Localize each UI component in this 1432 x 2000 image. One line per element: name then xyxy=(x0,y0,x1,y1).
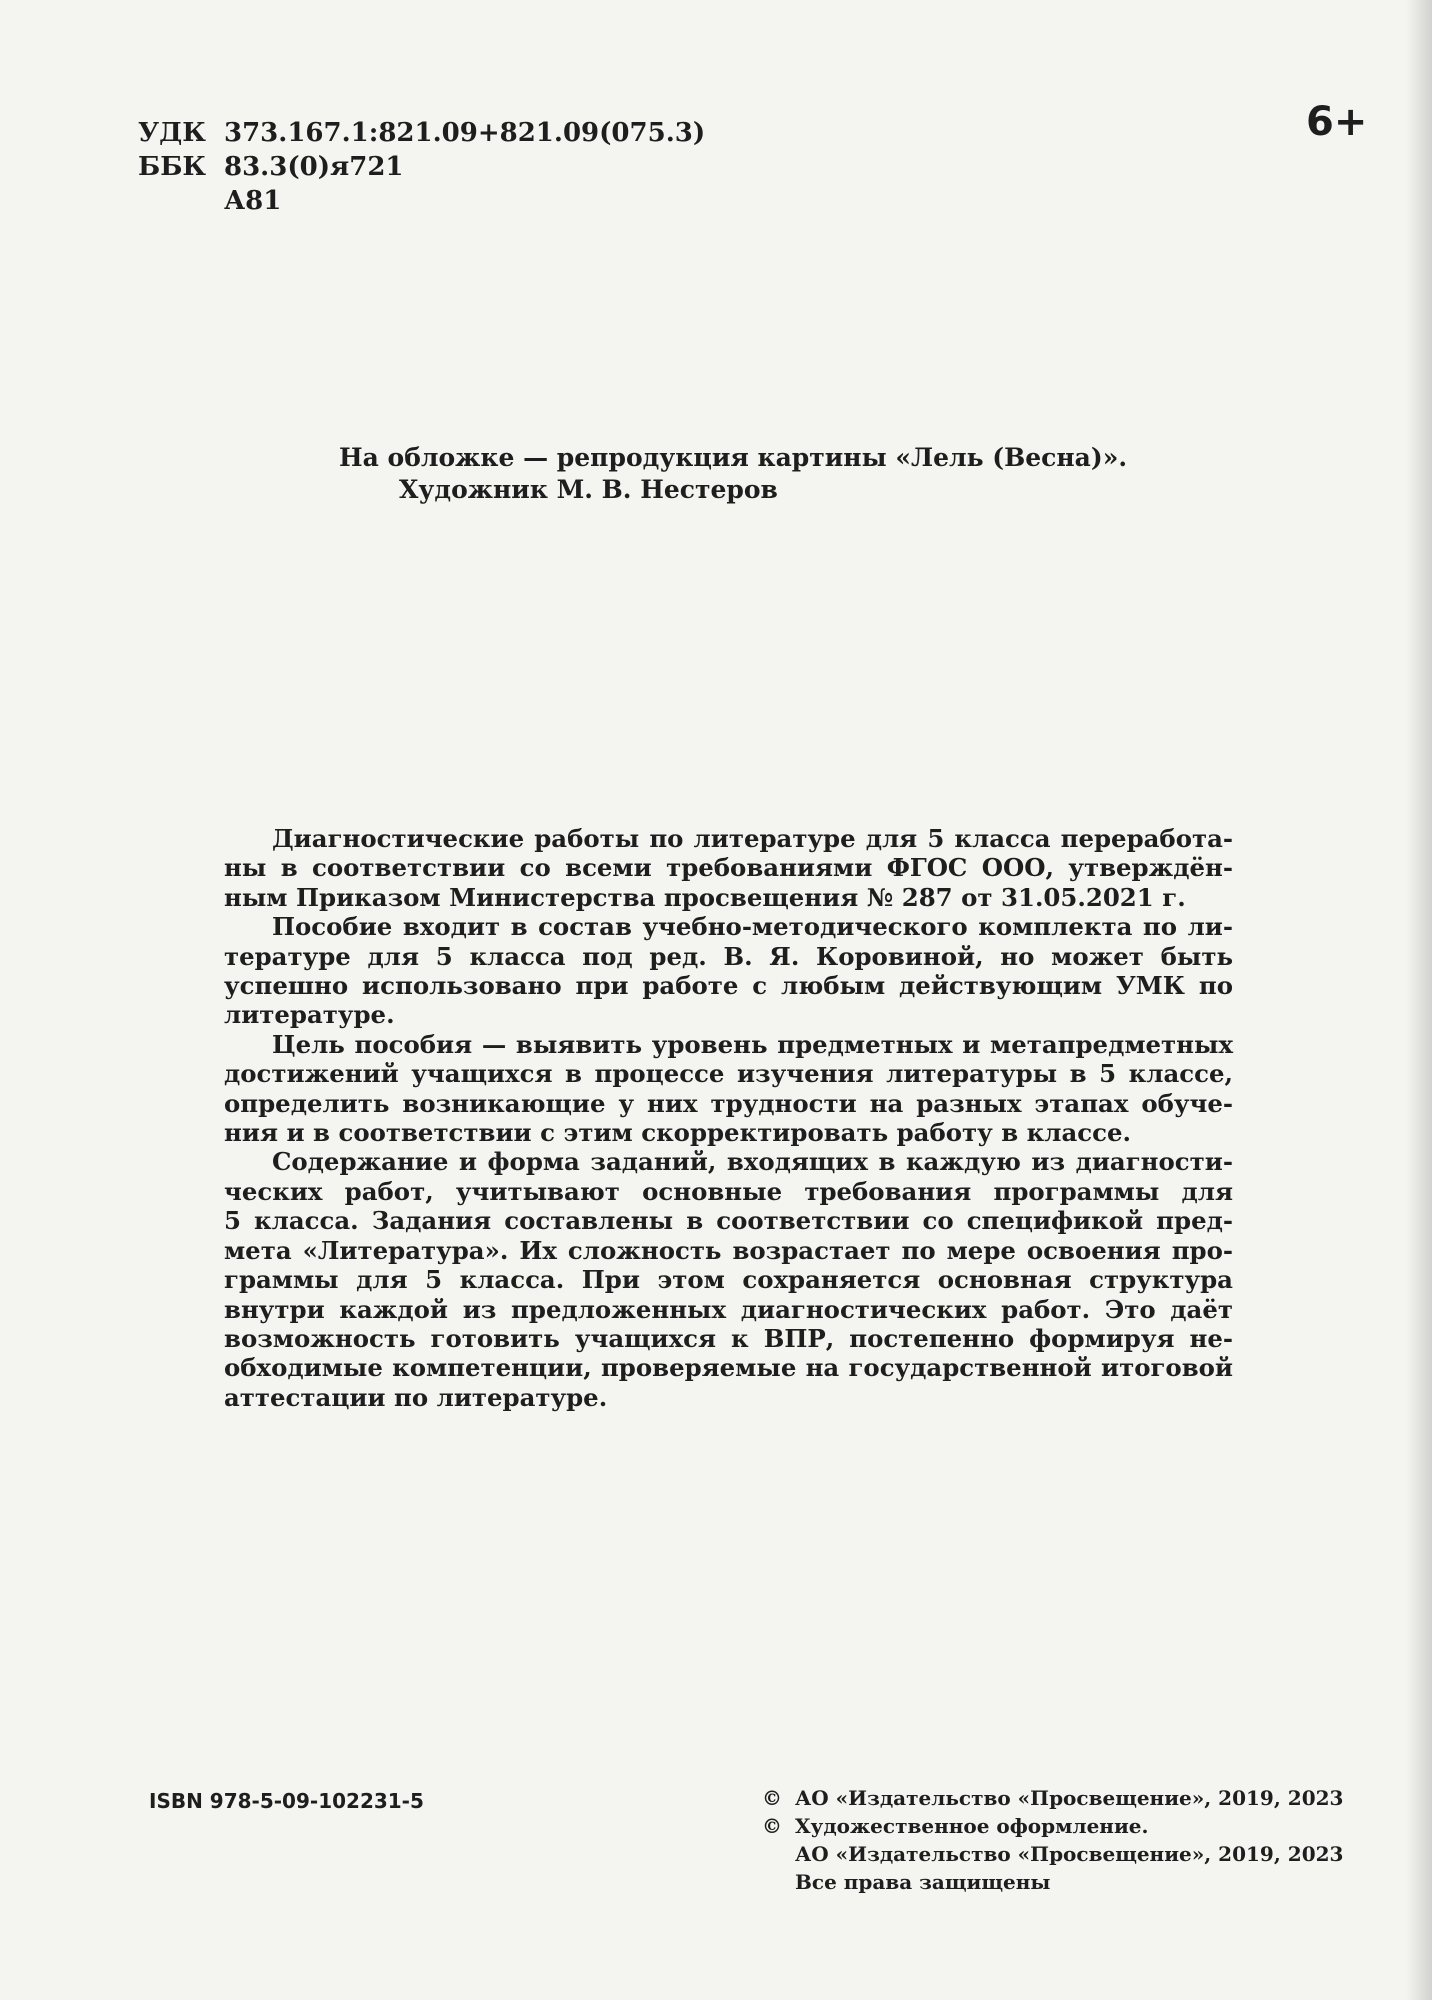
description-line: Содержание и форма заданий, входящих в каждую из диагности- xyxy=(272,1147,1233,1177)
description-line: литературе. xyxy=(224,1000,395,1030)
copyright-row xyxy=(762,1840,1343,1868)
copyright-sign: © xyxy=(762,1814,782,1838)
description-paragraph xyxy=(224,1030,1233,1148)
copyright-publisher: АО «Издательство «Просвещение», 2019, 2023 xyxy=(795,1786,1344,1810)
description-line: ческих работ, учитывают основные требования программы для xyxy=(224,1176,1233,1206)
description-line: аттестации по литературе. xyxy=(224,1382,608,1412)
description-line: Диагностические работы по литературе для 5 класса переработа- xyxy=(272,824,1233,853)
copyright-design-publisher: АО «Издательство «Просвещение», 2019, 2023 xyxy=(795,1842,1344,1866)
description-line: 5 класса. Задания составлены в соответствии со спецификой пред- xyxy=(224,1206,1233,1236)
copyright-sign: © xyxy=(762,1786,782,1810)
cover-note-line: На обложке — репродукция картины «Лель (Весна)». xyxy=(339,443,1128,472)
copyright-row xyxy=(762,1868,1343,1896)
description-line: Цель пособия — выявить уровень предметных и метапредметных xyxy=(272,1029,1233,1059)
author-mark-row xyxy=(138,184,705,218)
copyright-sign-spacer xyxy=(762,1840,795,1868)
description-line: граммы для 5 класса. При этом сохраняется основная структура xyxy=(224,1265,1233,1295)
description-line: внутри каждой из предложенных диагностических работ. Это даёт xyxy=(224,1294,1233,1324)
copyright-row xyxy=(762,1784,1343,1812)
age-rating-mark: 6+ xyxy=(1306,99,1368,145)
udk-value: 373.167.1:821.09+821.09(075.3) xyxy=(224,118,706,148)
description-line: мета «Литература». Их сложность возрастает по мере освоения про- xyxy=(224,1235,1233,1265)
bbk-label: ББК xyxy=(138,152,207,182)
copyright-design: Художественное оформление. xyxy=(795,1814,1149,1838)
description-line: обходимые компетенции, проверяемые на государственной итоговой xyxy=(224,1353,1233,1383)
udk-label: УДК xyxy=(138,118,206,148)
copyright-row xyxy=(762,1812,1343,1840)
all-rights-reserved: Все права защищены xyxy=(795,1870,1051,1894)
description-line: Пособие входит в состав учебно-методического комплекта по ли- xyxy=(272,912,1233,942)
description-line: тературе для 5 класса под ред. В. Я. Коровиной, но может быть xyxy=(224,941,1233,971)
cover-note xyxy=(339,442,1127,506)
description-line: определить возникающие у них трудности на разных этапах обуче- xyxy=(224,1088,1233,1118)
description-line: достижений учащихся в процессе изучения литературы в 5 классе, xyxy=(224,1059,1233,1089)
description-line: ния и в соответствии с этим скорректировать работу в классе. xyxy=(224,1118,1132,1148)
description-line: успешно использовано при работе с любым действующим УМК по xyxy=(224,971,1233,1001)
udk-row xyxy=(138,116,705,150)
bbk-row xyxy=(138,150,705,184)
bbk-value: 83.3(0)я721 xyxy=(224,152,404,182)
copyright-sign-spacer xyxy=(762,1868,795,1896)
description-paragraph xyxy=(224,824,1233,912)
isbn-number: ISBN 978-5-09-102231-5 xyxy=(149,1789,424,1813)
description-line: ны в соответствии со всеми требованиями ФГОС ООО, утверждён- xyxy=(224,853,1233,883)
description-paragraph xyxy=(224,912,1233,1030)
author-mark-spacer xyxy=(138,184,224,218)
description-line: возможность готовить учащихся к ВПР, постепенно формируя не- xyxy=(224,1323,1233,1353)
page-edge-shadow xyxy=(1406,0,1432,2000)
book-description xyxy=(224,824,1233,1412)
description-line: ным Приказом Министерства просвещения № 287 от 31.05.2021 г. xyxy=(224,882,1186,912)
cover-note-artist: Художник М. В. Нестеров xyxy=(399,475,778,504)
copyright-block xyxy=(762,1784,1343,1896)
classification-block xyxy=(138,116,705,218)
author-mark: А81 xyxy=(224,186,282,216)
description-paragraph xyxy=(224,1147,1233,1412)
